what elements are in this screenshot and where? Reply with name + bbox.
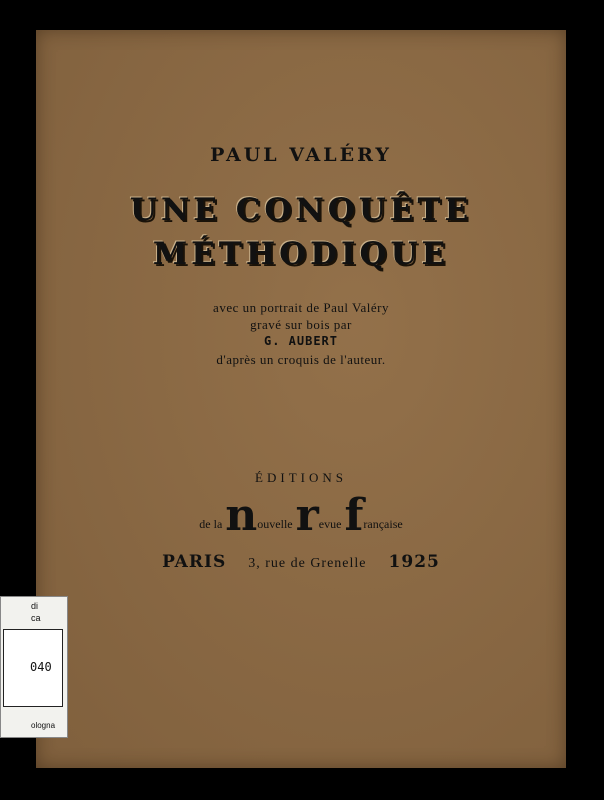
subtitle-line-4: d'après un croquis de l'auteur. — [216, 352, 386, 367]
title-line-1: UNE CONQUÊTE — [129, 192, 473, 228]
publisher-heading: ÉDITIONS — [255, 470, 347, 485]
publisher-name — [36, 490, 566, 541]
imprint-line — [36, 552, 566, 572]
publisher-f-rest: rançaise — [363, 517, 403, 531]
imprint-year: 1925 — [388, 552, 440, 572]
title-line-2: MÉTHODIQUE — [152, 236, 450, 272]
library-label — [0, 596, 68, 738]
publisher-r-rest: evue — [318, 517, 342, 531]
author-name: PAUL VALÉRY — [210, 144, 392, 166]
subtitle-line-1: avec un portrait de Paul Valéry — [213, 300, 389, 315]
library-label-line-3: ologna — [31, 721, 56, 730]
publisher-n-rest: ouvelle — [257, 517, 293, 531]
shelfmark-box — [3, 629, 63, 707]
subtitle-line-2: gravé sur bois par — [250, 317, 352, 332]
library-label-line-2: ca — [31, 613, 41, 623]
publisher-r-letter: r — [295, 490, 319, 541]
book-cover — [36, 30, 566, 768]
library-label-line-1: di — [31, 601, 39, 611]
publisher-prefix: de la — [199, 517, 223, 531]
shelfmark-number: 040 — [30, 660, 52, 674]
engraver-name: G. AUBERT — [263, 334, 339, 348]
publisher-f-letter: f — [344, 490, 364, 541]
publisher-n-letter: n — [225, 490, 258, 541]
imprint-city: PARIS — [162, 552, 227, 572]
imprint-address: 3, rue de Grenelle — [248, 556, 367, 571]
